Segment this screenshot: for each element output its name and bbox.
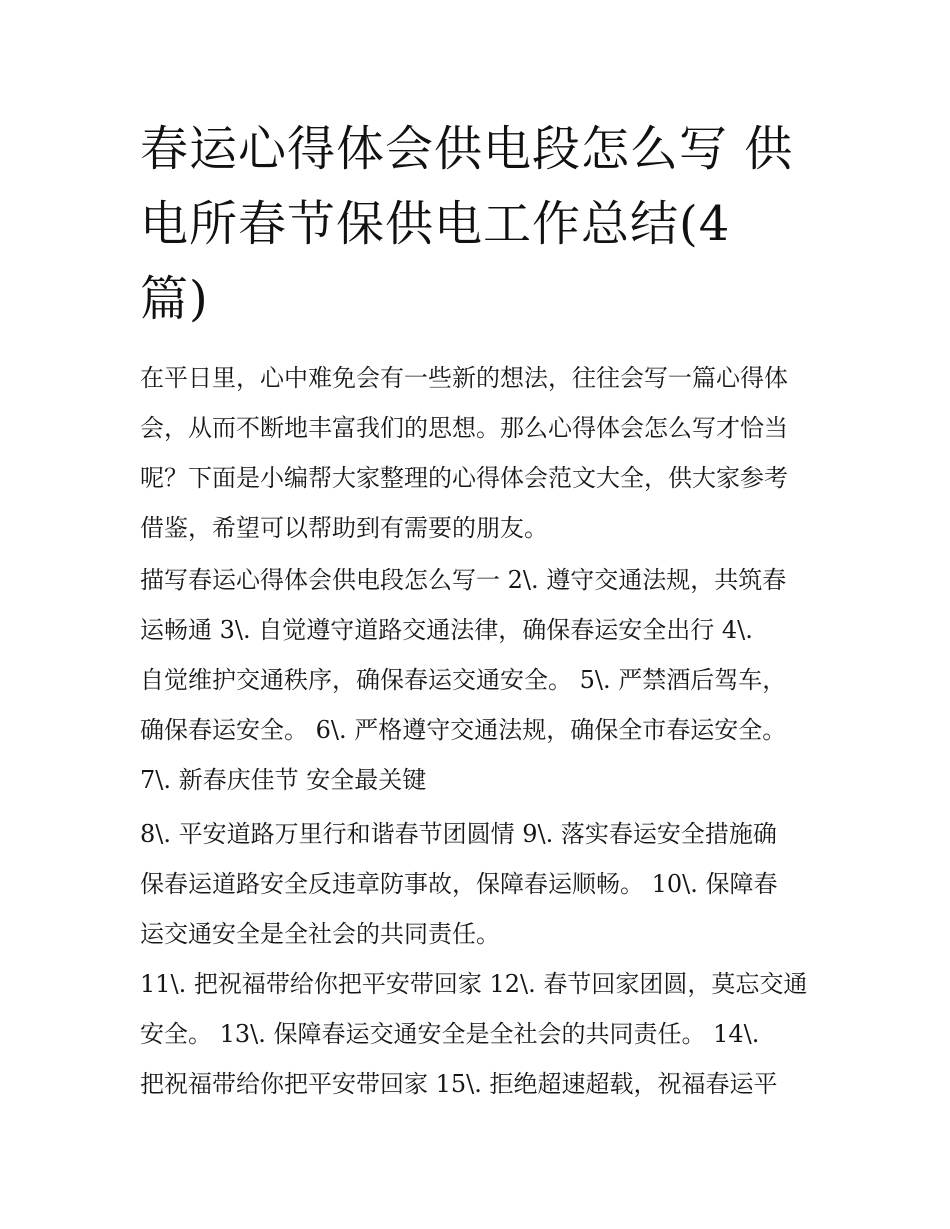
document-title: [140, 112, 820, 337]
intro-line: 借鉴，希望可以帮助到有需要的朋友。: [140, 514, 548, 542]
section-line: 运交通安全是全社会的共同责任。: [140, 920, 500, 948]
section-line: 安全。 13\. 保障春运交通安全是全社会的共同责任。 14\.: [140, 1020, 760, 1048]
section-line: 运畅通 3\. 自觉遵守道路交通法律，确保春运安全出行 4\.: [140, 616, 753, 644]
title-line: 篇): [140, 271, 209, 327]
section-line: 描写春运心得体会供电段怎么写一 2\. 遵守交通法规，共筑春: [140, 566, 787, 594]
section-line: 确保春运安全。 6\. 严格遵守交通法规，确保全市春运安全。: [140, 716, 787, 744]
section-line: 把祝福带给你把平安带回家 15\. 拒绝超速超载，祝福春运平: [140, 1070, 778, 1098]
intro-line: 在平日里，心中难免会有一些新的想法，往往会写一篇心得体: [140, 364, 788, 392]
title-line: 春运心得体会供电段怎么写 供: [140, 121, 794, 177]
section-line: 自觉维护交通秩序，确保春运交通安全。 5\. 严禁酒后驾车，: [140, 666, 787, 694]
intro-line: 会，从而不断地丰富我们的思想。那么心得体会怎么写才恰当: [140, 414, 788, 442]
section-line: 11\. 把祝福带给你把平安带回家 12\. 春节回家团圆，莫忘交通: [140, 970, 808, 998]
section-line: 保春运道路安全反违章防事故，保障春运顺畅。 10\. 保障春: [140, 870, 778, 898]
title-line: 电所春节保供电工作总结(4: [140, 196, 731, 252]
section-line: 8\. 平安道路万里行和谐春节团圆情 9\. 落实春运安全措施确: [140, 820, 777, 848]
intro-line: 呢？下面是小编帮大家整理的心得体会范文大全，供大家参考: [140, 464, 788, 492]
section-line: 7\. 新春庆佳节 安全最关键: [140, 766, 427, 794]
